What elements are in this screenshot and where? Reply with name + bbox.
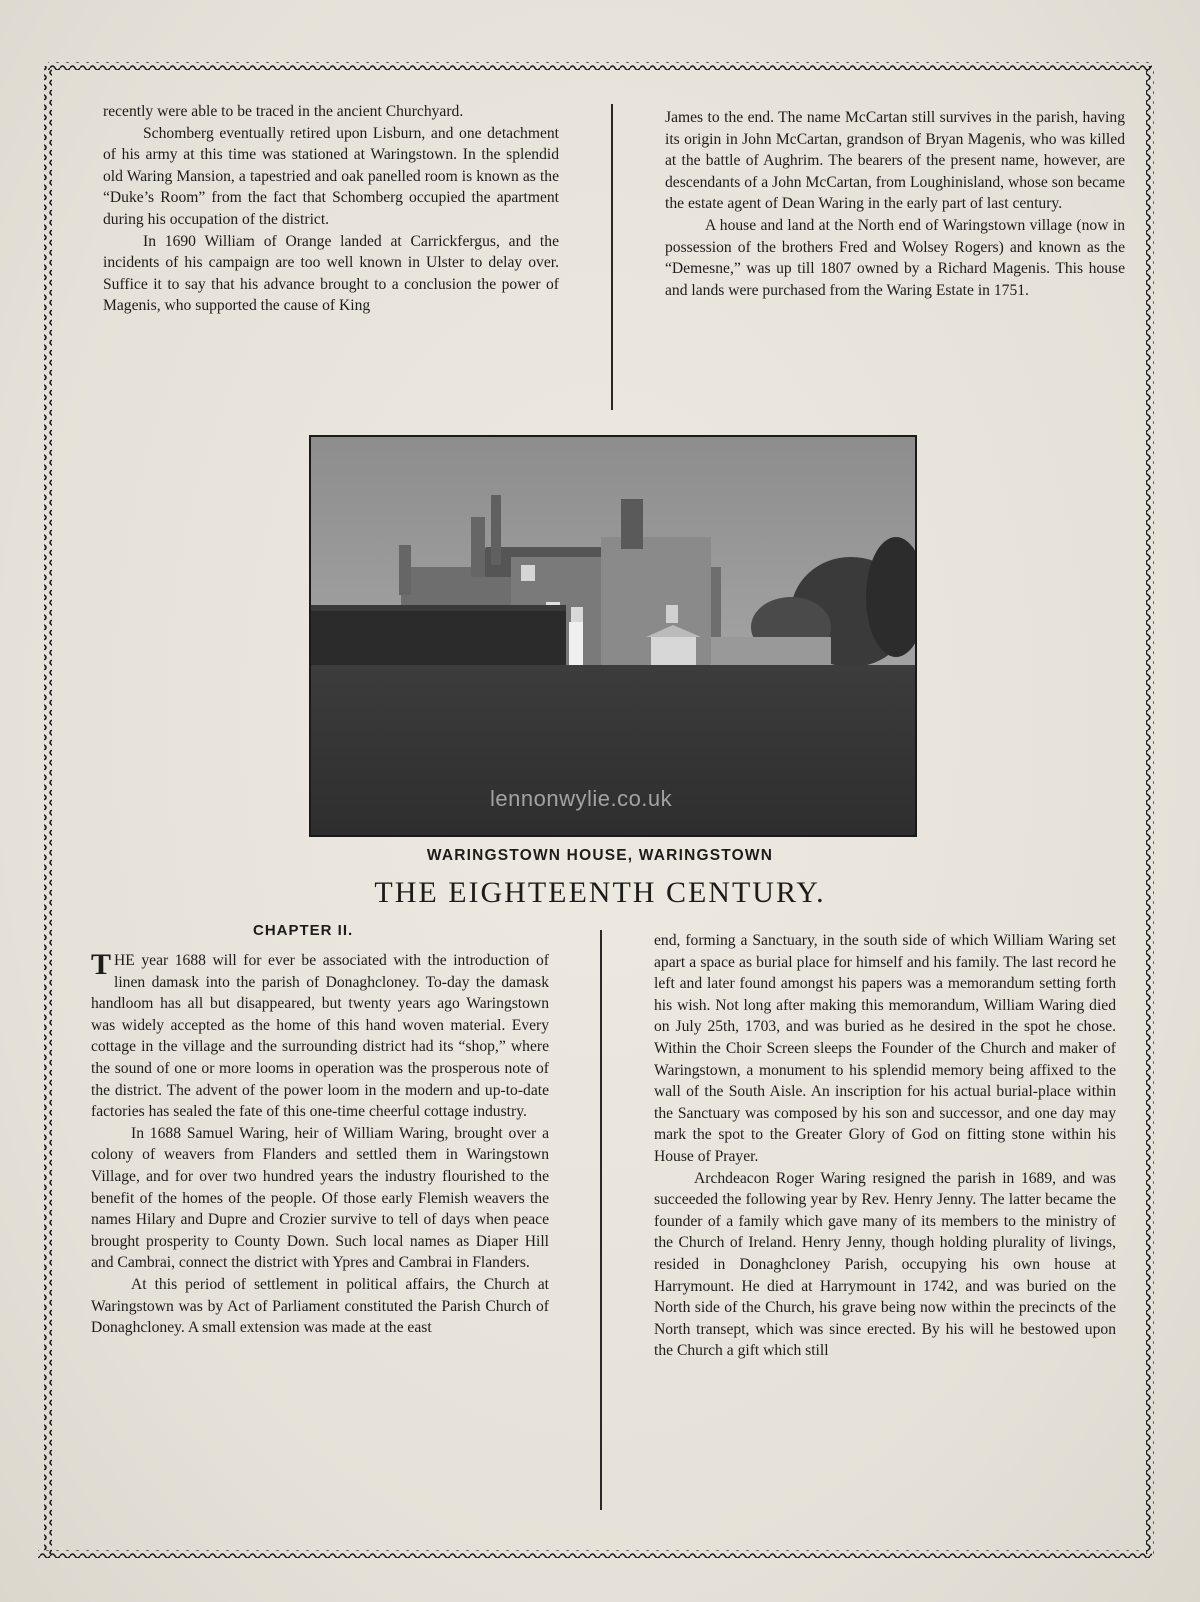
watermark: lennonwylie.co.uk — [490, 786, 673, 811]
paragraph: At this period of settlement in political affairs, the Church at Waringstown was by Act of Parliament constituted the Parish Church of Donaghcloney. A small extension was made at the east — [91, 1275, 549, 1337]
drop-cap: T — [91, 948, 112, 981]
photo-caption: WARINGSTOWN HOUSE, WARINGSTOWN — [426, 847, 774, 864]
paragraph: In 1688 Samuel Waring, heir of William Waring, brought over a colony of weavers from Flanders and settled them in Waringstown Village, and for over two hundred years the industry flourished to the benefit of the homes of the people. Of those early Flemish weavers the names Hilary and Dupre and Crozier survive to tell of days when peace brought prosperity to County Down. Such local names as Diaper Hill and Cambrai, connect the district with Ypres and Cambrai in Flanders. — [91, 1124, 549, 1272]
paragraph — [91, 950, 549, 1123]
paragraph: In 1690 William of Orange landed at Carrickfergus, and the incidents of his campaign are too well known in Ulster to delay over. Suffice it to say that his advance brought to a conclusion the power of Magenis, who supported the cause of King — [103, 232, 559, 315]
top-left-column — [103, 101, 559, 317]
column-divider — [600, 930, 602, 1510]
paragraph: end, forming a Sanctuary, in the south side of which William Waring set apart a space as burial place for himself and his family. The last record he left and later found amongst his papers was a memorandum setting forth his wish. Not long after making this memorandum, William Waring died on July 25th, 1703, and was buried as he desired in the spot he chose. Within the Choir Screen sleeps the Founder of the Church and maker of Waringstown, a monument to his splendid memory being affixed to the wall of the South Aisle. An inscription for his actual burial-place within the Sanctuary was composed by his son and successor, and one day may mark the spot to the Greater Glory of God on fitting stone within his House of Prayer. — [654, 932, 1116, 1165]
paragraph: recently were able to be traced in the ancient Churchyard. — [103, 103, 464, 120]
paragraph: James to the end. The name McCartan still survives in the parish, having its origin in John McCartan, grandson of Bryan Magenis, who was killed at the battle of Aughrim. The bearers of the present name, however, are descendants of a John McCartan, from Loughinisland, whose son became the estate agent of Dean Waring in the early part of last century. — [665, 109, 1125, 213]
bottom-left-column — [91, 950, 549, 1339]
section-title: THE EIGHTEENTH CENTURY. — [374, 876, 826, 909]
chapter-label: CHAPTER II. — [253, 922, 354, 939]
paragraph: Schomberg eventually retired upon Lisburn, and one detachment of his army at this time was stationed at Waringstown. In the splendid old Waring Mansion, a tapestried and oak panelled room is known as the “Duke’s Room” from the fact that Schomberg occupied the apartment during his occupation of the district. — [103, 124, 559, 228]
first-paragraph-text: HE year 1688 will for ever be associated with the introduction of linen damask into the parish of Donaghcloney. To-day the damask handloom has all but disappeared, but twenty years ago Waringstown was widely accepted as the home of this hand woven material. Every cottage in the village and the surrounding district had its “shop,” where the sound of one or more looms in operation was the prosperous note of the district. The advent of the power loom in the modern and up-to-date factories has sealed the fate of this one-time cheerful cottage industry. — [91, 952, 549, 1121]
house-photograph — [309, 435, 917, 837]
paragraph: A house and land at the North end of Waringstown village (now in possession of the brothers Fred and Wolsey Rogers) and known as the “Demesne,” was up till 1807 owned by a Richard Magenis. This house and lands were purchased from the Waring Estate in 1751. — [665, 216, 1125, 299]
bottom-right-column — [654, 930, 1116, 1362]
house-photo-illustration — [311, 437, 915, 835]
top-right-column — [665, 107, 1125, 301]
column-divider — [611, 104, 613, 410]
paragraph: Archdeacon Roger Waring resigned the parish in 1689, and was succeeded the following year by Rev. Henry Jenny. The latter became the founder of a family which gave many of its members to the ministry of the Church of Ireland. Henry Jenny, though holding plurality of livings, resided in Donaghcloney Parish, occupying his own house at Harrymount. He died at Harrymount in 1742, and was buried on the North side of the Church, his grave being now within the precincts of the North transept, which was since erected. By his will he bestowed upon the Church a gift which still — [654, 1169, 1116, 1360]
